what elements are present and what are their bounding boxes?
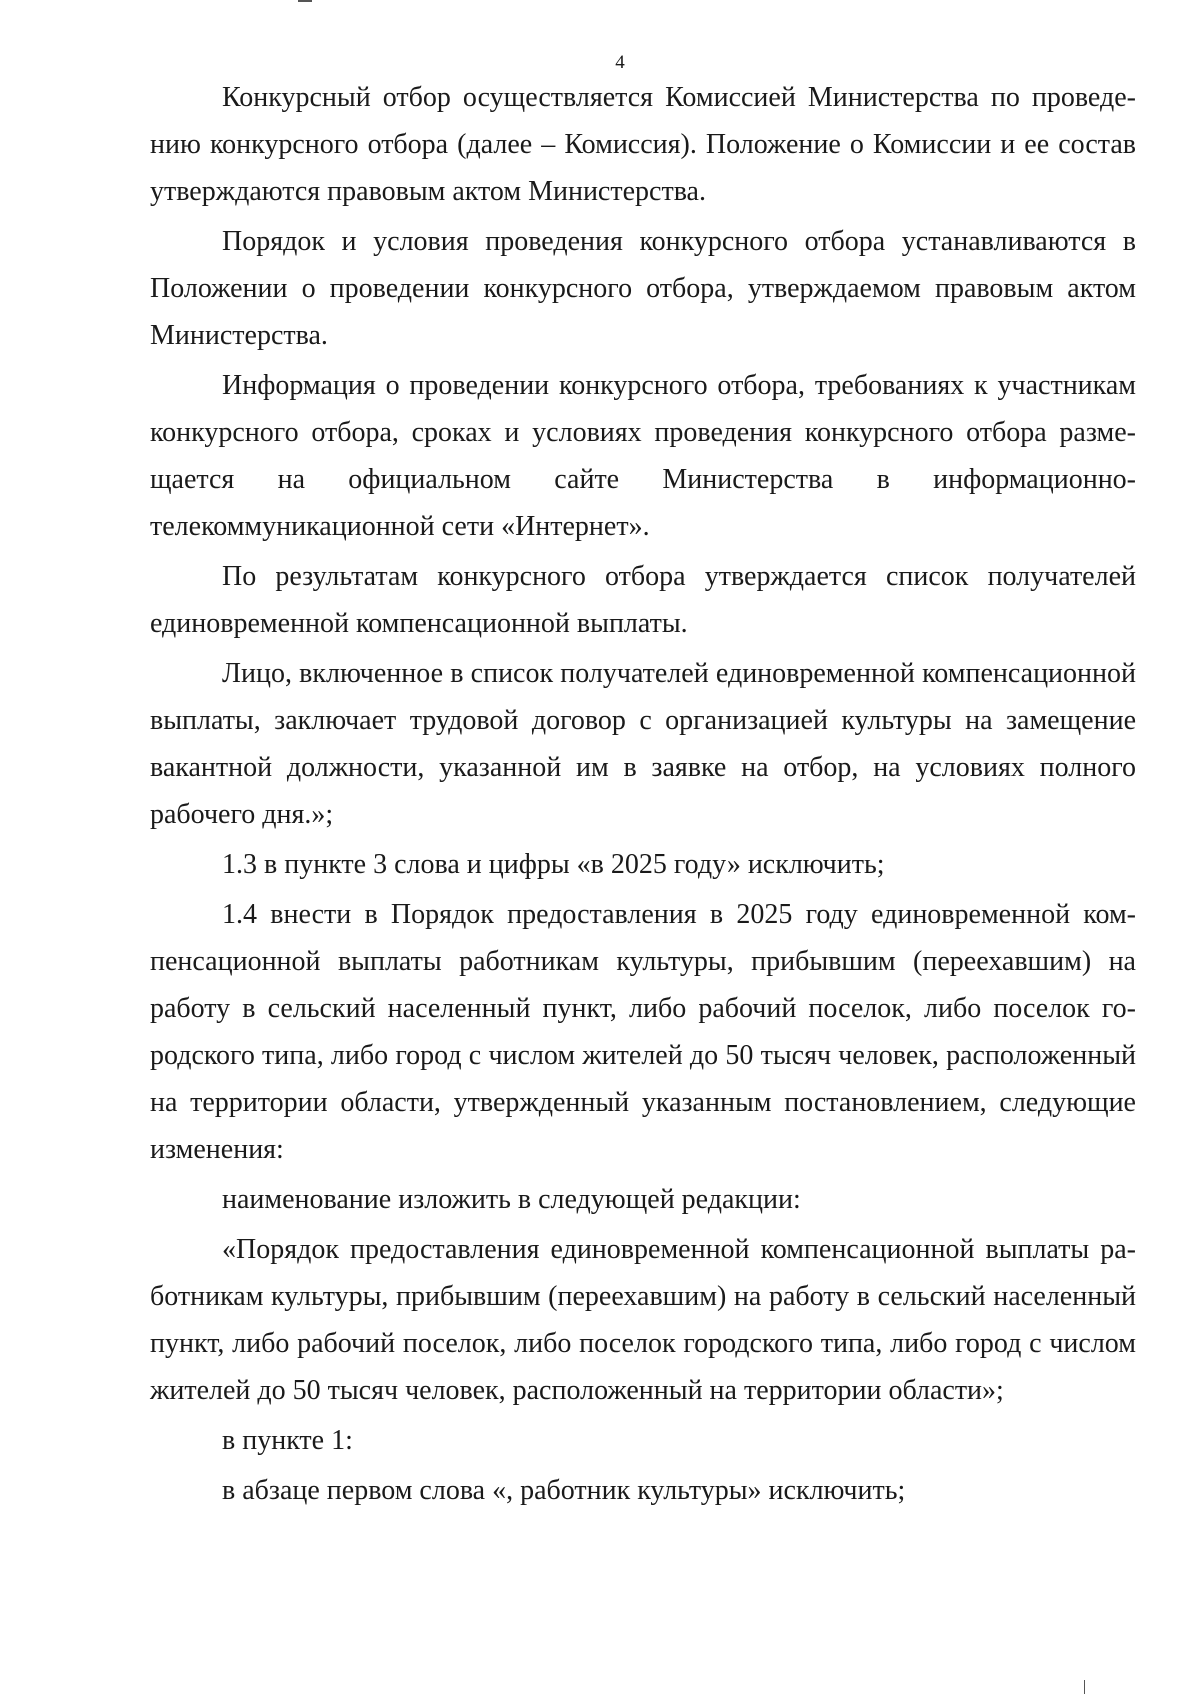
paragraph-item-1-4: 1.4 внести в Порядок предоставления в 2025 году единовременной компенсационной выплаты работникам культуры, прибывшим (переехавшим) на работу в сельский населенный пункт, либо рабочий поселок, либо поселок городского типа, либо город с числом жителей до 50 тысяч человек, расположенный на территории области, утвержденный указанным постановлением, следующие изменения: [150, 899, 1136, 1165]
document-body [150, 74, 1136, 1517]
paragraph-item-1-3: 1.3 в пункте 3 слова и цифры «в 2025 году» исключить; [222, 849, 885, 880]
paragraph-new-title: «Порядок предоставления единовременной компенсационной выплаты работникам культуры, прибывшим (переехавшим) на работу в сельский населенный пункт, либо рабочий поселок, либо поселок городского типа, либо город с числом жителей до 50 тысяч человек, расположенный на территории области»; [150, 1234, 1136, 1406]
paragraph-commission: Конкурсный отбор осуществляется Комиссией Министерства по проведению конкурсного отбора (далее – Комиссия). Положение о Комиссии и ее состав утверждаются правовым актом Министерства. [150, 82, 1136, 207]
page-number: 4 [615, 52, 625, 73]
paragraph-title-change: наименование изложить в следующей редакции: [222, 1184, 801, 1215]
paragraph-results: По результатам конкурсного отбора утверждается список получателей единовременной компенсационной выплаты. [150, 561, 1136, 639]
paragraph-information: Информация о проведении конкурсного отбора, требованиях к участникам конкурсного отбора, сроках и условиях проведения конкурсного отбора размещается на официальном сайте Министерства в информационно-телекоммуникационной сети «Интернет». [150, 370, 1136, 542]
paragraph-contract: Лицо, включенное в список получателей единовременной компенсационной выплаты, заключает трудовой договор с организацией культуры на замещение вакантной должности, указанной им в заявке на отбор, на условиях полного рабочего дня.»; [150, 658, 1136, 830]
paragraph-procedure: Порядок и условия проведения конкурсного отбора устанавливаются в Положении о проведении конкурсного отбора, утверждаемом правовым актом Министерства. [150, 226, 1136, 351]
paragraph-first-clause: в абзаце первом слова «, работник культуры» исключить; [222, 1475, 906, 1506]
scan-mark-bottom-right [1084, 1680, 1085, 1694]
scan-mark-top [298, 0, 312, 2]
paragraph-point-1: в пункте 1: [222, 1425, 353, 1456]
